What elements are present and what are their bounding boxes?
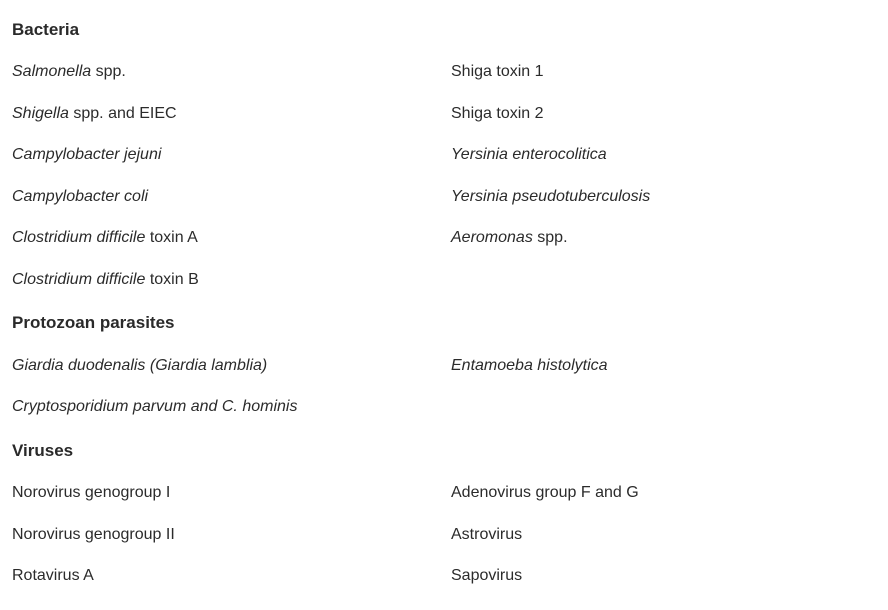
bacteria-left-5: Clostridium difficile toxin A xyxy=(12,229,198,246)
viruses-heading: Viruses xyxy=(12,441,74,460)
protozoa-left-2: Cryptosporidium parvum and C. hominis xyxy=(12,398,298,415)
bacteria-right-3: Yersinia enterocolitica xyxy=(451,146,607,163)
bacteria-right-4: Yersinia pseudotuberculosis xyxy=(451,188,651,205)
bacteria-left-1: Salmonella spp. xyxy=(12,63,126,80)
viruses-right-2: Astrovirus xyxy=(451,526,523,543)
bacteria-left-3: Campylobacter jejuni xyxy=(12,146,162,163)
protozoa-heading: Protozoan parasites xyxy=(12,313,175,332)
viruses-left-2: Norovirus genogroup II xyxy=(12,526,175,543)
bacteria-right-2: Shiga toxin 2 xyxy=(451,105,544,122)
viruses-left-3: Rotavirus A xyxy=(12,567,94,584)
viruses-right-1: Adenovirus group F and G xyxy=(451,484,639,501)
viruses-left-1: Norovirus genogroup I xyxy=(12,484,171,501)
bacteria-left-6: Clostridium difficile toxin B xyxy=(12,271,199,288)
protozoa-right-1: Entamoeba histolytica xyxy=(451,357,608,374)
bacteria-right-5: Aeromonas spp. xyxy=(451,229,568,246)
viruses-right-3: Sapovirus xyxy=(451,567,523,584)
bacteria-left-2: Shigella spp. and EIEC xyxy=(12,105,177,122)
protozoa-left-1: Giardia duodenalis (Giardia lamblia) xyxy=(12,357,268,374)
bacteria-heading: Bacteria xyxy=(12,20,80,39)
bacteria-right-1: Shiga toxin 1 xyxy=(451,63,544,80)
bacteria-left-4: Campylobacter coli xyxy=(12,188,149,205)
